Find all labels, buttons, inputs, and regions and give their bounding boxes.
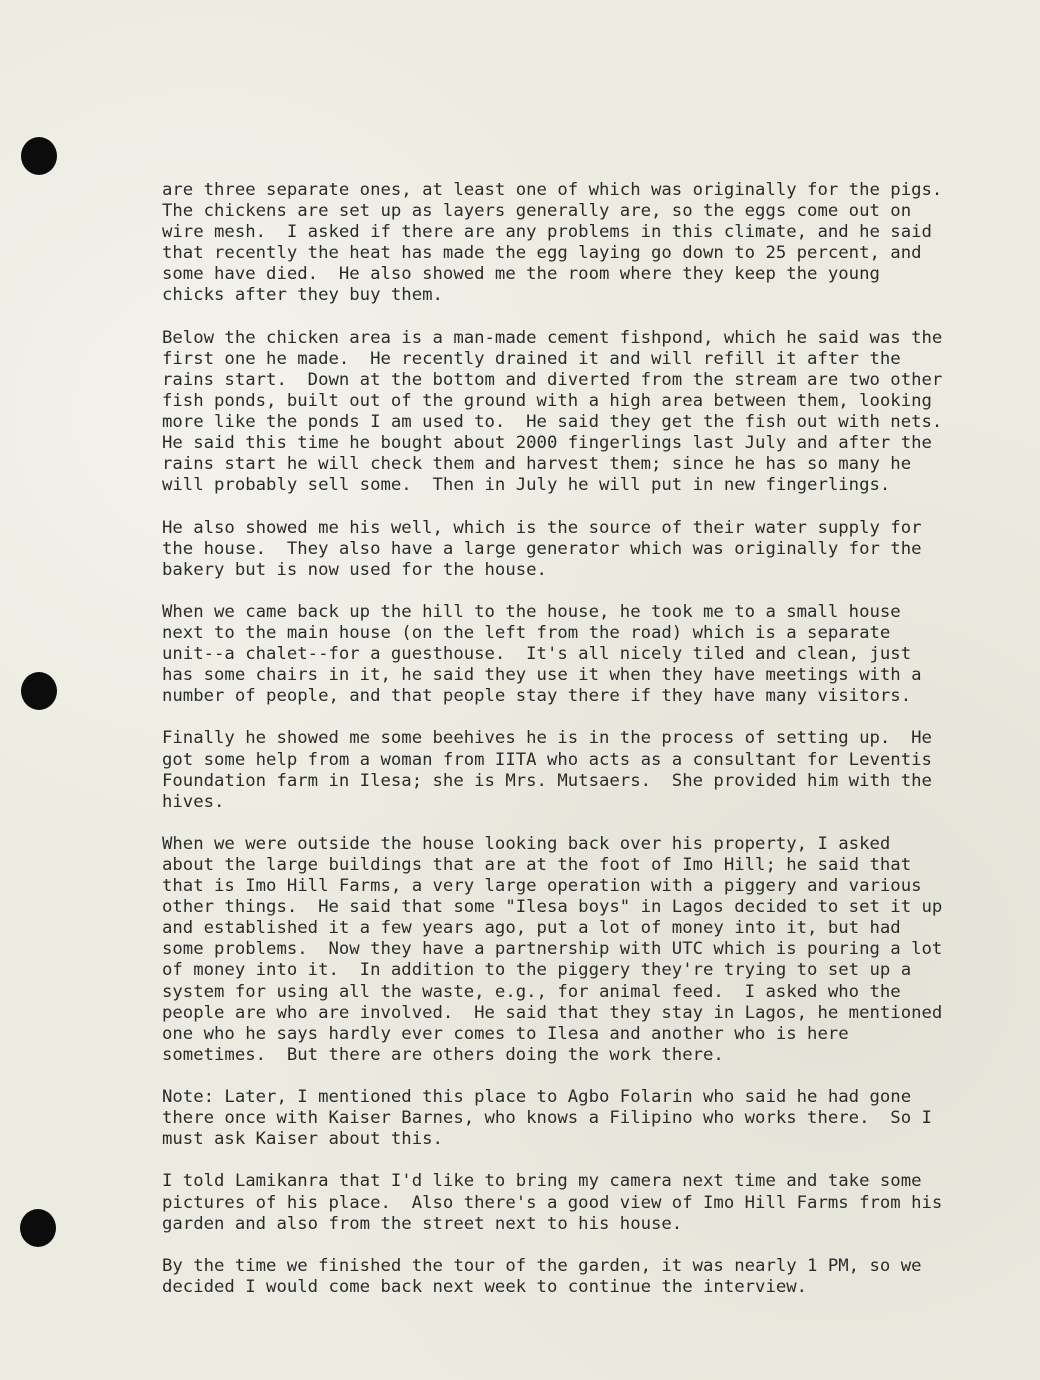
text-line: sometimes. But there are others doing the work there.	[162, 1044, 724, 1065]
text-line: decided I would come back next week to continue the interview.	[162, 1276, 808, 1297]
text-line: the house. They also have a large generator which was originally for the	[162, 538, 922, 559]
text-line: more like the ponds I am used to. He said they get the fish out with nets.	[162, 412, 943, 433]
text-line: has some chairs in it, he said they use it when they have meetings with a	[162, 665, 922, 686]
text-line: that is Imo Hill Farms, a very large operation with a piggery and various	[162, 876, 922, 897]
text-line: people are who are involved. He said that they stay in Lagos, he mentioned	[162, 1002, 943, 1023]
text-line: other things. He said that some "Ilesa boys" in Lagos decided to set it up	[162, 897, 943, 918]
text-line: Note: Later, I mentioned this place to Agbo Folarin who said he had gone	[162, 1087, 912, 1108]
text-line: got some help from a woman from IITA who acts as a consultant for Leventis	[162, 749, 932, 770]
text-line: and established it a few years ago, put a lot of money into it, but had	[162, 918, 901, 939]
text-line: some have died. He also showed me the room where they keep the young	[162, 264, 880, 285]
text-line: By the time we finished the tour of the garden, it was nearly 1 PM, so we	[162, 1255, 922, 1276]
text-line: next to the main house (on the left from the road) which is a separate	[162, 622, 891, 643]
text-line: pictures of his place. Also there's a good view of Imo Hill Farms from his	[162, 1192, 943, 1213]
text-line: chicks after they buy them.	[162, 285, 443, 306]
text-line: about the large buildings that are at the foot of Imo Hill; he said that	[162, 855, 912, 875]
text-line: Foundation farm in Ilesa; she is Mrs. Mutsaers. She provided him with the	[162, 770, 932, 791]
text-line: system for using all the waste, e.g., for animal feed. I asked who the	[162, 981, 901, 1002]
text-line: When we were outside the house looking back over his property, I asked	[162, 833, 891, 854]
paragraph-chickens	[162, 180, 962, 307]
text-line: are three separate ones, at least one of which was originally for the pigs.	[162, 180, 943, 200]
text-line: The chickens are set up as layers generally are, so the eggs come out on	[162, 201, 912, 222]
text-line: first one he made. He recently drained it and will refill it after the	[162, 348, 901, 369]
paragraph-beehives	[162, 728, 962, 812]
text-line: Finally he showed me some beehives he is in the process of setting up. He	[162, 728, 932, 749]
text-line: He said this time he bought about 2000 fingerlings last July and after the	[162, 433, 932, 454]
text-line: there once with Kaiser Barnes, who knows a Filipino who works there. So I	[162, 1108, 932, 1129]
text-line: rains start. Down at the bottom and diverted from the stream are two other	[162, 369, 943, 390]
paragraph-camera	[162, 1171, 962, 1234]
text-line: one who he says hardly ever comes to Ilesa and another who is here	[162, 1023, 849, 1044]
paragraph-note	[162, 1087, 962, 1150]
binder-hole-bottom	[20, 1209, 56, 1247]
text-line: hives.	[162, 791, 225, 812]
paragraph-closing	[162, 1256, 962, 1298]
typed-text-body	[162, 180, 962, 1319]
text-line: of money into it. In addition to the piggery they're trying to set up a	[162, 960, 912, 981]
text-line: I told Lamikanra that I'd like to bring my camera next time and take some	[162, 1171, 922, 1192]
binder-hole-middle	[21, 672, 57, 710]
text-line: garden and also from the street next to his house.	[162, 1213, 683, 1234]
text-line: When we came back up the hill to the house, he took me to a small house	[162, 601, 901, 622]
text-line: He also showed me his well, which is the source of their water supply for	[162, 517, 922, 538]
text-line: bakery but is now used for the house.	[162, 559, 547, 580]
paragraph-well	[162, 518, 962, 581]
text-line: that recently the heat has made the egg laying go down to 25 percent, and	[162, 243, 922, 264]
text-line: will probably sell some. Then in July he will put in new fingerlings.	[162, 475, 891, 496]
paragraph-imo-hill-farms	[162, 834, 962, 1066]
text-line: some problems. Now they have a partnership with UTC which is pouring a lot	[162, 939, 943, 960]
text-line: number of people, and that people stay there if they have many visitors.	[162, 686, 912, 707]
text-line: unit--a chalet--for a guesthouse. It's all nicely tiled and clean, just	[162, 644, 912, 665]
text-line: rains start he will check them and harvest them; since he has so many he	[162, 454, 912, 475]
paragraph-fishponds	[162, 328, 962, 497]
text-line: must ask Kaiser about this.	[162, 1129, 443, 1150]
text-line: fish ponds, built out of the ground with a high area between them, looking	[162, 390, 932, 411]
paragraph-guesthouse	[162, 602, 962, 707]
text-line: Below the chicken area is a man-made cement fishpond, which he said was the	[162, 327, 943, 348]
text-line: wire mesh. I asked if there are any problems in this climate, and he said	[162, 222, 932, 243]
binder-hole-top	[21, 137, 57, 175]
